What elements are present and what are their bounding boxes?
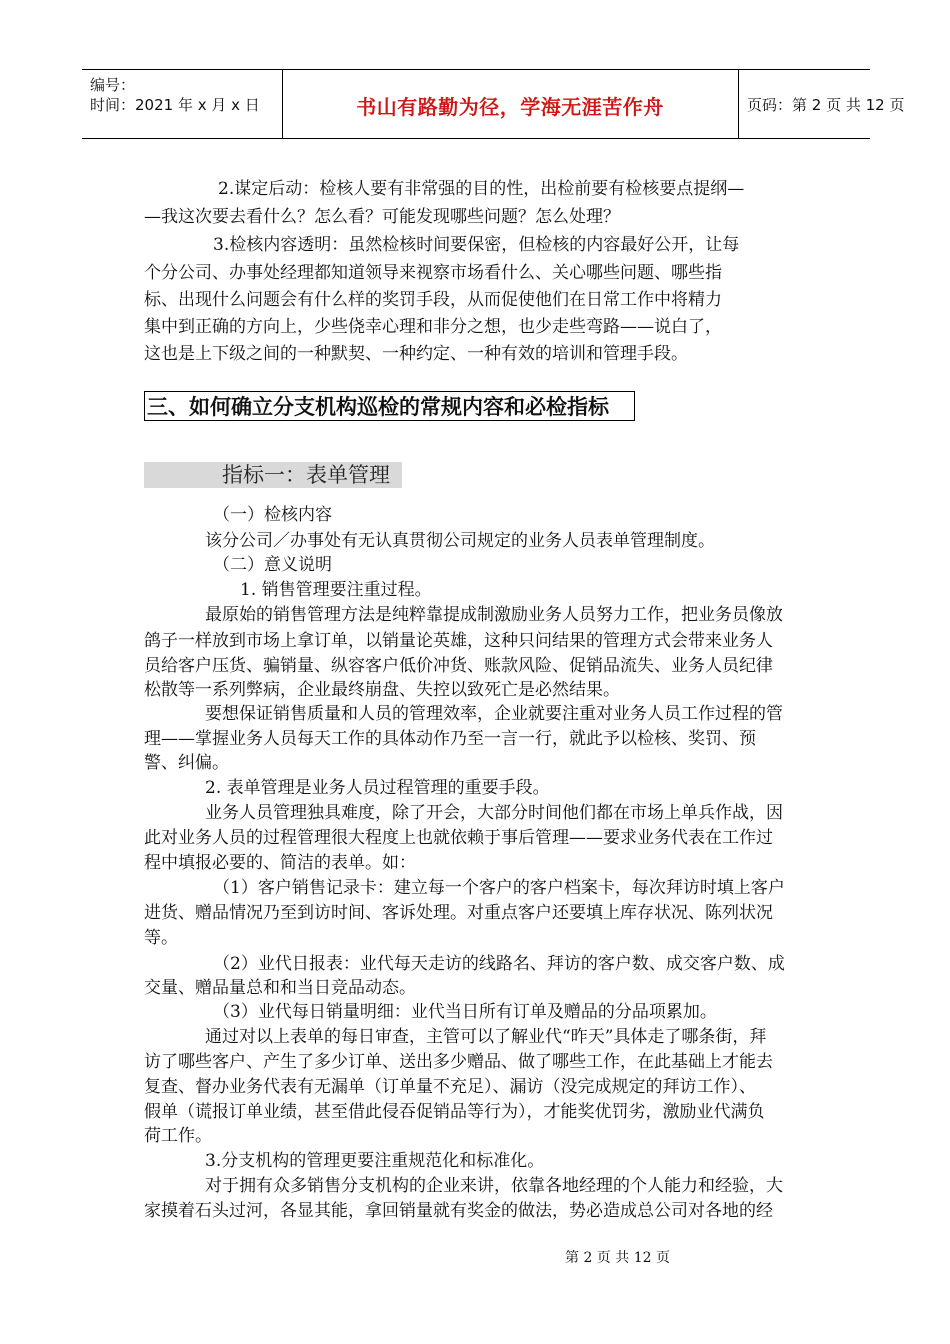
paragraph-line: 松散等一系列弊病，企业最终崩盘、失控以致死亡是必然结果。: [144, 680, 620, 700]
paragraph-line: 1. 销售管理要注重过程。: [240, 580, 432, 600]
paragraph-line: 程中填报必要的、简洁的表单。如：: [144, 853, 416, 873]
paragraph-line: （2）业代日报表：业代每天走访的线路名、拜访的客户数、成交客户数、成: [213, 954, 785, 974]
header-motto-cell: [282, 70, 739, 138]
paragraph-line: 该分公司／办事处有无认真贯彻公司规定的业务人员表单管理制度。: [205, 531, 715, 551]
paragraph-line: 最原始的销售管理方法是纯粹靠提成制激励业务人员努力工作，把业务员像放: [205, 605, 783, 625]
paragraph-line: 家摸着石头过河，各显其能，拿回销量就有奖金的做法，势必造成总公司对各地的经: [144, 1201, 773, 1221]
page-label: 页码：第 2 页 共 12 页: [747, 96, 905, 114]
paragraph-line: 3.分支机构的管理更要注重规范化和标准化。: [205, 1151, 545, 1171]
paragraph-line: 等。: [144, 928, 178, 948]
motto: 书山有路勤为径，学海无涯苦作舟: [356, 95, 664, 119]
header-meta-cell: [82, 70, 283, 138]
paragraph-line: 对于拥有众多销售分支机构的企业来讲，依靠各地经理的个人能力和经验，大: [205, 1176, 783, 1196]
paragraph-line: 2. 表单管理是业务人员过程管理的重要手段。: [205, 778, 550, 798]
paragraph-line: 复查、督办业务代表有无漏单（订单量不充足）、漏访（没完成规定的拜访工作）、: [144, 1077, 756, 1097]
paragraph-line: 鸽子一样放到市场上拿订单，以销量论英雄，这种只问结果的管理方式会带来业务人: [144, 631, 773, 651]
time-label: 时间：2021 年 x 月 x 日: [90, 96, 260, 114]
paragraph-line: 员给客户压货、骗销量、纵容客户低价冲货、账款风险、促销品流失、业务人员纪律: [144, 656, 773, 676]
paragraph-line: （一）检核内容: [213, 505, 332, 525]
paragraph-line: 假单（谎报订单业绩，甚至借此侵吞促销品等行为），才能奖优罚劣，激励业代满负: [144, 1102, 765, 1122]
paragraph-line: （二）意义说明: [213, 555, 332, 575]
paragraph-line: 进货、赠品情况乃至到访时间、客诉处理。对重点客户还要填上库存状况、陈列状况: [144, 903, 773, 923]
page-header: [82, 69, 905, 139]
paragraph-line: 业务人员管理独具难度，除了开会，大部分时间他们都在市场上单兵作战，因: [205, 803, 783, 823]
paragraph-line: —我这次要去看什么？怎么看？可能发现哪些问题？怎么处理？: [144, 207, 620, 227]
paragraph-line: 警、纠偏。: [144, 753, 229, 773]
page-footer: 第 2 页 共 12 页: [565, 1250, 670, 1266]
paragraph-line: 交量、赠品量总和和当日竞品动态。: [144, 978, 416, 998]
paragraph-line: 通过对以上表单的每日审查，主管可以了解业代“昨天”具体走了哪条街，拜: [205, 1027, 767, 1047]
paragraph-line: 这也是上下级之间的一种默契、一种约定、一种有效的培训和管理手段。: [144, 344, 688, 364]
paragraph-line: 要想保证销售质量和人员的管理效率，企业就要注重对业务人员工作过程的管: [205, 704, 783, 724]
indicator-title: 指标一：表单管理: [222, 463, 390, 487]
paragraph-line: （3）业代每日销量明细：业代当日所有订单及赠品的分品项累加。: [213, 1002, 717, 1022]
paragraph-line: （1）客户销售记录卡：建立每一个客户的客户档案卡，每次拜访时填上客户: [213, 878, 785, 898]
paragraph-line: 标、出现什么问题会有什么样的奖罚手段，从而促使他们在日常工作中将精力: [144, 290, 722, 310]
serial-label: 编号：: [90, 76, 136, 94]
paragraph-line: 访了哪些客户、产生了多少订单、送出多少赠品、做了哪些工作，在此基础上才能去: [144, 1052, 773, 1072]
paragraph-line: 个分公司、办事处经理都知道领导来视察市场看什么、关心哪些问题、哪些指: [144, 263, 722, 283]
paragraph-line: 2.谋定后动：检核人要有非常强的目的性，出检前要有检核要点提纲—: [218, 179, 745, 199]
paragraph-line: 3.检核内容透明：虽然检核时间要保密，但检核的内容最好公开，让每: [213, 235, 740, 255]
paragraph-line: 集中到正确的方向上，少些侥幸心理和非分之想，也少走些弯路——说白了，: [144, 317, 722, 337]
paragraph-line: 理——掌握业务人员每天工作的具体动作乃至一言一行，就此予以检核、奖罚、预: [144, 729, 756, 749]
header-page-cell: [739, 70, 905, 138]
paragraph-line: 此对业务人员的过程管理很大程度上也就依赖于事后管理——要求业务代表在工作过: [144, 828, 773, 848]
section-title: 三、如何确立分支机构巡检的常规内容和必检指标: [144, 391, 635, 421]
paragraph-line: 荷工作。: [144, 1126, 212, 1146]
